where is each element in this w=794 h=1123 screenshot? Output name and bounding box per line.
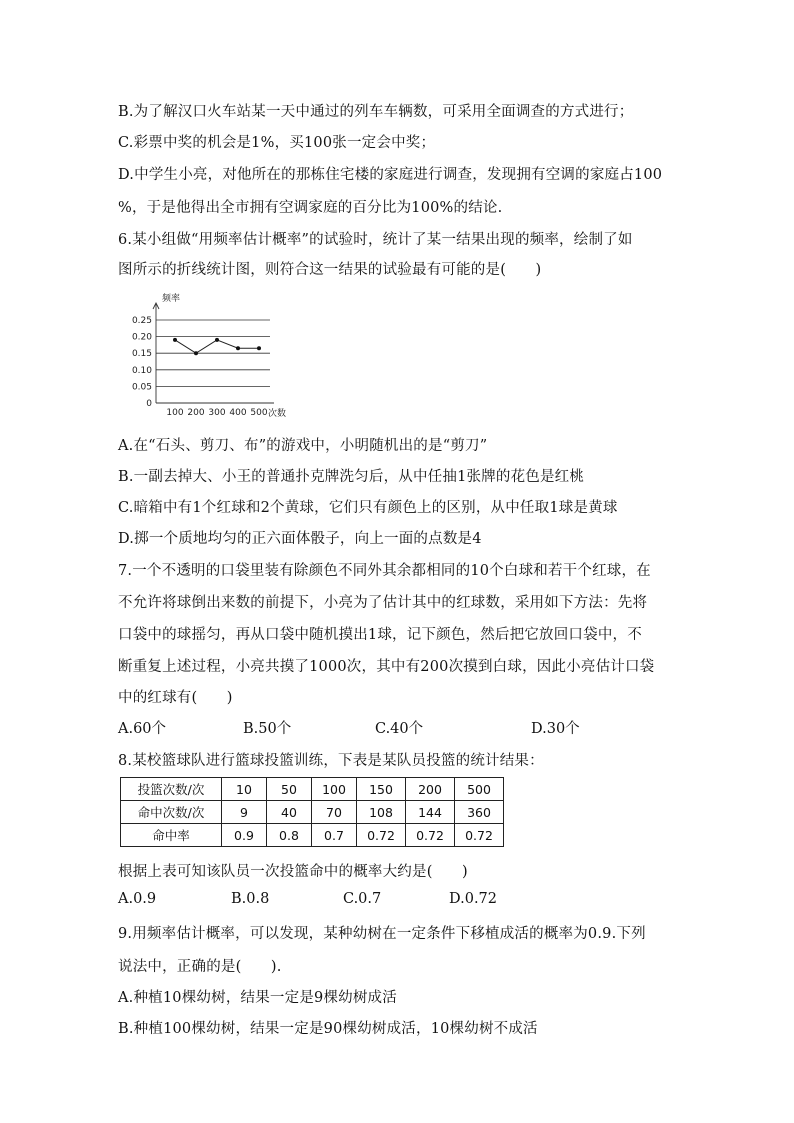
data-point [194,351,198,355]
chart-y-ticks [132,316,152,409]
q7-stem-line1: 7.一个不透明的口袋里装有除颜色不同外其余都相同的10个白球和若干个红球，在 [118,563,651,579]
y-tick-label: 0.05 [131,382,152,393]
chart-y-axis-label: 频率 [162,294,181,304]
chart-x-ticks [166,408,267,418]
q6-option-a: A.在“石头、剪刀、布”的游戏中，小明随机出的是“剪刀” [118,438,488,454]
table-cell: 100 [312,778,357,801]
data-point [257,346,261,350]
q7-option-d: D.30个 [531,721,580,737]
table-cell: 500 [455,778,504,801]
table-cell: 108 [357,801,406,824]
table-cell: 0.7 [312,824,357,847]
table-cell: 50 [267,778,312,801]
table-cell: 144 [406,801,455,824]
chart-grid [156,320,270,386]
x-tick-label: 500 [250,408,268,418]
table-cell: 0.72 [455,824,504,847]
q7-stem-line2: 不允许将球倒出来数的前提下，小亮为了估计其中的红球数，采用如下方法：先将 [118,595,648,611]
q7-stem-line3: 口袋中的球摇匀，再从口袋中随机摸出1球，记下颜色，然后把它放回口袋中，不 [118,627,642,643]
row-header-cell: 命中次数/次 [121,801,222,824]
data-point [173,338,177,342]
q5-option-b: B.为了解汉口火车站某一天中通过的列车车辆数，可采用全面调查的方式进行； [118,104,634,120]
q8-question: 根据上表可知该队员一次投篮命中的概率大约是( ) [118,864,468,880]
q7-option-a: A.60个 [118,721,167,737]
q5-option-c: C.彩票中奖的机会是1%，买100张一定会中奖； [118,135,436,151]
table-cell: 70 [312,801,357,824]
table-row [121,824,504,847]
frequency-line-chart [118,288,298,418]
q6-stem-line1: 6.某小组做“用频率估计概率”的试验时，统计了某一结果出现的频率，绘制了如 [118,232,633,248]
q5-option-d-line2: %，于是他得出全市拥有空调家庭的百分比为100%的结论. [118,200,503,216]
y-tick-label: 0.10 [131,365,152,376]
table-cell: 9 [222,801,267,824]
q8-option-c: C.0.7 [343,891,382,907]
shooting-stats-table [120,777,504,847]
y-tick-label: 0.20 [131,332,152,343]
q9-option-b: B.种植100棵幼树，结果一定是90棵幼树成活，10棵幼树不成活 [118,1021,538,1037]
q8-option-a: A.0.9 [118,891,157,907]
q7-stem-line5: 中的红球有( ) [118,690,233,706]
q5-option-d-line1: D.中学生小亮，对他所在的那栋住宅楼的家庭进行调查，发现拥有空调的家庭占100 [118,167,663,183]
table-cell: 0.9 [222,824,267,847]
table-cell: 200 [406,778,455,801]
table-cell: 360 [455,801,504,824]
q9-stem-line2: 说法中，正确的是( ). [118,959,282,975]
table-row [121,801,504,824]
table-cell: 40 [267,801,312,824]
table-cell: 0.8 [267,824,312,847]
row-header-cell: 命中率 [121,824,222,847]
q7-stem-line4: 断重复上述过程，小亮共摸了1000次，其中有200次摸到白球，因此小亮估计口袋 [118,659,655,675]
q8-stem: 8.某校篮球队进行篮球投篮训练，下表是某队员投篮的统计结果： [118,753,544,769]
table-cell: 0.72 [406,824,455,847]
chart-x-axis-label: 次数 [268,409,287,418]
q9-stem-line1: 9.用频率估计概率，可以发现，某种幼树在一定条件下移植成活的概率为0.9.下列 [118,926,646,942]
y-tick-label: 0.15 [131,349,152,360]
q9-option-a: A.种植10棵幼树，结果一定是9棵幼树成活 [118,990,397,1006]
x-tick-label: 300 [208,408,226,418]
table-cell: 150 [357,778,406,801]
q6-option-d: D.掷一个质地均匀的正六面体骰子，向上一面的点数是4 [118,531,482,547]
x-tick-label: 100 [166,408,184,418]
q8-option-b: B.0.8 [231,891,270,907]
q7-option-c: C.40个 [375,721,424,737]
row-header-cell: 投篮次数/次 [121,778,222,801]
q6-stem-line2: 图所示的折线统计图，则符合这一结果的试验最有可能的是( ) [118,262,542,278]
data-point [215,338,219,342]
data-point [236,346,240,350]
table-row [121,778,504,801]
q7-option-b: B.50个 [243,721,292,737]
q8-option-d: D.0.72 [449,891,498,907]
y-tick-label: 0.25 [131,316,152,326]
q6-option-b: B.一副去掉大、小王的普通扑克牌洗匀后，从中任抽1张牌的花色是红桃 [118,469,585,485]
q6-option-c: C.暗箱中有1个红球和2个黄球，它们只有颜色上的区别，从中任取1球是黄球 [118,500,618,516]
table-cell: 0.72 [357,824,406,847]
table-cell: 10 [222,778,267,801]
x-tick-label: 400 [229,408,247,418]
x-tick-label: 200 [187,408,205,418]
y-tick-label: 0 [146,399,152,409]
chart-series [173,338,261,355]
